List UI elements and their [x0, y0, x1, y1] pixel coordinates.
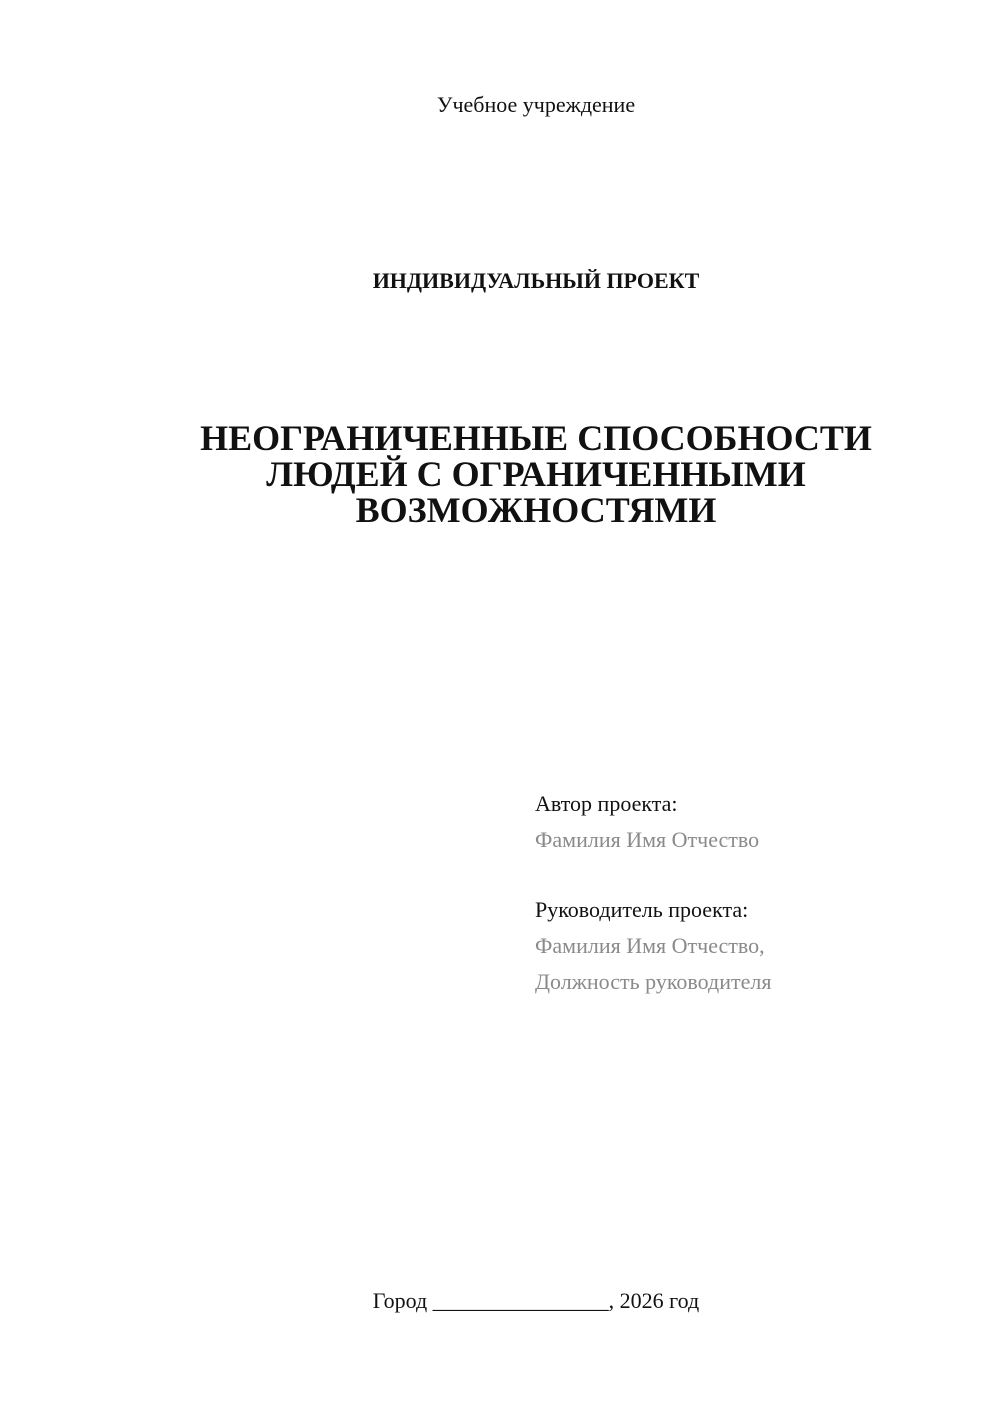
project-title-line: НЕОГРАНИЧЕННЫЕ СПОСОБНОСТИ — [200, 418, 872, 458]
document-type: ИНДИВИДУАЛЬНЫЙ ПРОЕКТ — [372, 268, 700, 293]
city-year-line: Город ________________, 2026 год — [372, 1288, 700, 1313]
supervisor-block — [535, 892, 771, 1000]
supervisor-label: Руководитель проекта: — [535, 897, 749, 922]
supervisor-name: Фамилия Имя Отчество, — [535, 933, 765, 958]
author-name: Фамилия Имя Отчество — [535, 827, 760, 852]
supervisor-position: Должность руководителя — [535, 969, 772, 994]
project-title-line: ЛЮДЕЙ С ОГРАНИЧЕННЫМИ — [266, 454, 806, 494]
project-title-line: ВОЗМОЖНОСТЯМИ — [355, 490, 717, 530]
institution-name: Учебное учреждение — [436, 92, 636, 117]
author-label: Автор проекта: — [535, 791, 678, 816]
project-title — [0, 420, 1000, 528]
author-block — [535, 786, 759, 858]
